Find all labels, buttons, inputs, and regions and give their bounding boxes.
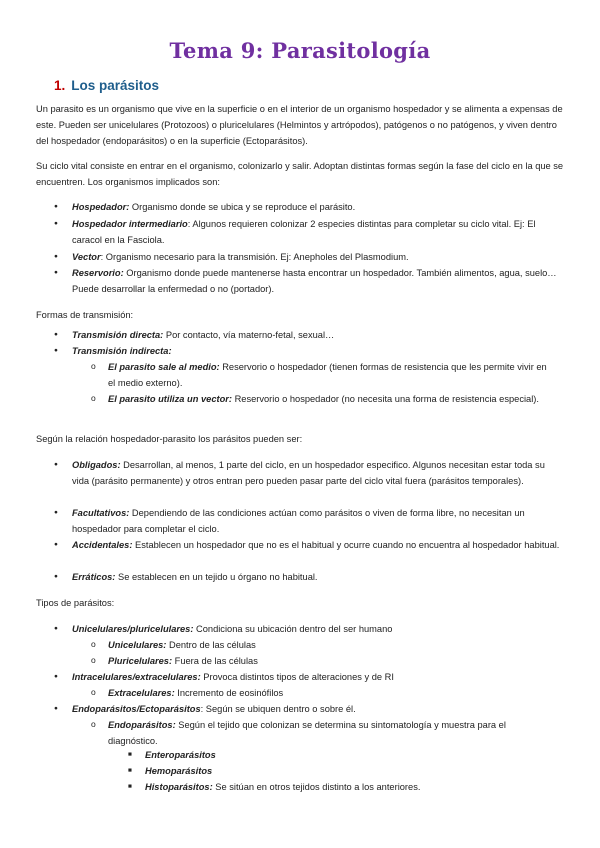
sub-list-item: o El parasito sale al medio: Reservorio o hospedador (tienen formas de resistencia que les permite vivir en el medio externo). [108, 359, 548, 391]
list-item: ● Transmisión indirecta: [72, 343, 562, 359]
section-title: Los parásitos [71, 78, 160, 93]
tipos-heading: Tipos de parásitos: [36, 598, 115, 608]
formas-heading: Formas de transmisión: [36, 310, 134, 320]
section-heading [54, 78, 159, 93]
list-item: ● Vector: Organismo necesario para la transmisión. Ej: Anepholes del Plasmodium. [72, 249, 562, 265]
intro-paragraph-1: Un parasito es un organismo que vive en la superficie o en el interior de un organismo hospedador y se alimenta a expensas de este. Pueden ser unicelulares (Protozoos) o pluricelulares (Helmintos y artrópodos), patógenos o no patógenos, y viven dentro del hospedador (endoparásitos) o en la superficie (Ectoparásitos). [36, 104, 563, 146]
list-item: ● Erráticos: Se establecen en un tejido u órgano no habitual. [72, 569, 562, 585]
list-item: ● Obligados: Desarrollan, al menos, 1 parte del ciclo, en un hospedador especifico. Algunos necesitan estar toda su vida (parásito permanente) y otros entran pero pueden pasar parte del ciclo vital fuera (parásitos temporales). [72, 457, 562, 489]
list-item: ● Endoparásitos/Ectoparásitos: Según se ubiquen dentro o sobre él. [72, 701, 562, 717]
section-number: 1. [54, 78, 66, 93]
list-item: ● Unicelulares/pluricelulares: Condiciona su ubicación dentro del ser humano [72, 621, 562, 637]
sub-list-item: o El parasito utiliza un vector: Reservorio o hospedador (no necesita una forma de resistencia especial). [108, 391, 548, 407]
list-item: ● Hospedador: Organismo donde se ubica y se reproduce el parásito. [72, 199, 562, 215]
sub-list-item: o Endoparásitos: Según el tejido que colonizan se determina su sintomatología y muestra para el diagnóstico. [108, 717, 548, 749]
sub-sub-list-item: ■ Histoparásitos: Se sitúan en otros tejidos distinto a los anteriores. [145, 779, 545, 795]
list-item: ● Reservorio: Organismo donde puede mantenerse hasta encontrar un hospedador. También alimentos, agua, suelo… Puede desarrollar la enfermedad o no (portador). [72, 265, 562, 297]
sub-list-item: o Pluricelulares: Fuera de las células [108, 653, 548, 669]
relacion-heading: Según la relación hospedador-parasito los parásitos pueden ser: [36, 434, 303, 444]
list-item: ● Facultativos: Dependiendo de las condiciones actúan como parásitos o viven de forma libre, no necesitan un hospedador para completar el ciclo. [72, 505, 562, 537]
page-title: Tema 9: Parasitología [169, 38, 431, 63]
sub-list-item: o Unicelulares: Dentro de las células [108, 637, 548, 653]
list-item: ● Intracelulares/extracelulares: Provoca distintos tipos de alteraciones y de RI [72, 669, 562, 685]
list-item: ● Hospedador intermediario: Algunos requieren colonizar 2 especies distintas para completar su ciclo vital. Ej: El caracol en la Fasciola. [72, 216, 562, 248]
list-item: ● Transmisión directa: Por contacto, vía materno-fetal, sexual… [72, 327, 562, 343]
intro-paragraph-2: Su ciclo vital consiste en entrar en el organismo, colonizarlo y salir. Adoptan distintas formas según la fase del ciclo en la que se encuentren. Los organismos implicados son: [36, 161, 564, 187]
sub-sub-list-item: ■ Hemoparásitos [145, 763, 545, 779]
sub-list-item: o Extracelulares: Incremento de eosinófilos [108, 685, 548, 701]
sub-sub-list-item: ■ Enteroparásitos [145, 747, 545, 763]
list-item: ● Accidentales: Establecen un hospedador que no es el habitual y ocurre cuando no encuentra al hospedador habitual. [72, 537, 562, 553]
